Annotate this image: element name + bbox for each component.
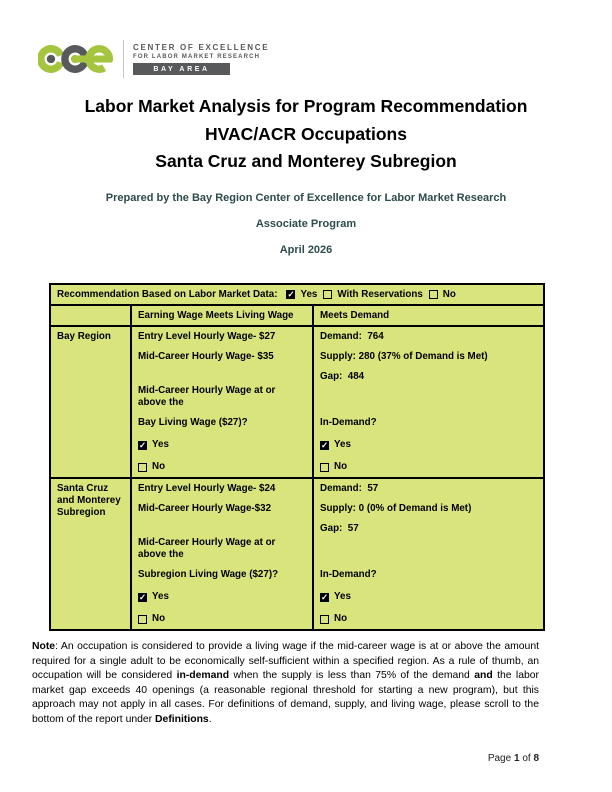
yes-checkbox[interactable] [286,290,295,299]
option-with-reservations [323,289,422,300]
demand-column-header: Meets Demand [313,305,544,326]
logo-c2-dot [71,55,79,63]
bay-wage-no-checkbox[interactable] [138,463,147,472]
sc-in-demand-question: In-Demand? [320,569,377,580]
bay-demand: Demand: 764 [320,331,384,342]
prepared-by-line: Prepared by the Bay Region Center of Excellence for Labor Market Research [105,192,507,204]
bay-gap: Gap: 484 [320,371,365,382]
page-current: 1 [513,753,520,764]
sc-wage-yes-checkbox[interactable] [138,593,147,602]
sc-wage-cell [131,478,313,630]
sc-wage-yes [138,591,306,603]
sc-wage-question-line1: Mid-Career Hourly Wage at or above the [138,537,279,560]
sc-demand-no [320,613,537,625]
table-row-bay-region [50,326,544,478]
coe-logo-svg [38,44,114,74]
sc-demand-yes-checkbox[interactable] [320,593,329,602]
sc-demand: Demand: 57 [320,483,379,494]
labor-market-table [49,283,545,631]
report-title [0,93,612,176]
sc-wage-no-label: No [152,613,166,624]
bay-wage-no [138,461,306,473]
coe-logo-icon [38,44,114,74]
sc-demand-cell [313,478,544,630]
bay-supply: Supply: 280 (37% of Demand is Met) [320,351,488,362]
no-option-label: No [442,289,456,300]
sc-demand-yes-label: Yes [334,591,351,602]
title-line-2: HVAC/ACR Occupations [205,123,407,144]
note-bold-and: and [474,670,493,681]
bay-demand-no-checkbox[interactable] [320,463,329,472]
bay-demand-cell [313,326,544,478]
note-text-1: An occupation is considered to provide a living wage if the mid-career wage is at or above the amount required for a single adult to be economically self-sufficient within a specified region. As a rule of thumb, an occupation will be considered [32,641,540,681]
page-number [0,753,539,764]
yes-option-label: Yes [300,289,318,300]
sc-demand-yes [320,591,537,603]
program-line: Associate Program [255,218,357,230]
bay-wage-no-label: No [152,461,166,472]
bay-area-badge: BAY AREA [133,63,230,75]
header-logo-block [38,40,269,78]
bay-demand-yes-checkbox[interactable] [320,441,329,450]
bay-wage-question-line2: Bay Living Wage ($27)? [138,417,248,428]
sc-mid-wage: Mid-Career Hourly Wage-$32 [138,503,272,514]
recommendation-label: Recommendation Based on Labor Market Data: [57,289,278,300]
page-word: Page [487,753,512,764]
bay-demand-yes-label: Yes [334,439,351,450]
bay-in-demand-question: In-Demand? [320,417,377,428]
note-colon: : [55,641,61,652]
sc-entry-wage: Entry Level Hourly Wage- $24 [138,483,276,494]
bay-demand-no [320,461,537,473]
bay-entry-wage: Entry Level Hourly Wage- $27 [138,331,276,342]
sc-gap: Gap: 57 [320,523,359,534]
note-text-4: . [208,713,212,725]
note-bold-in-demand: in-demand [176,670,230,681]
empty-header-cell [50,305,131,326]
page-total: 8 [533,753,539,764]
bay-demand-yes [320,439,537,451]
logo-divider [123,40,124,78]
bay-mid-wage: Mid-Career Hourly Wage- $35 [138,351,274,362]
sc-wage-question-line2: Subregion Living Wage ($27)? [138,569,279,580]
bay-wage-yes-checkbox[interactable] [138,441,147,450]
bay-wage-question-line1: Mid-Career Hourly Wage at or above the [138,385,279,408]
bay-demand-no-label: No [334,461,348,472]
bay-wage-yes-label: Yes [152,439,169,450]
intro-block [0,193,612,271]
note-paragraph [32,640,539,727]
logo-org-text [133,43,269,75]
title-line-1: Labor Market Analysis for Program Recommendation [84,96,528,116]
option-yes [286,289,317,300]
bay-wage-cell [131,326,313,478]
org-name-line2: FOR LABOR MARKET RESEARCH [133,54,261,60]
note-text-3: the labor market gap exceeds 40 openings (a reasonable regional threshold for starting a new program), but this approach may not apply in all cases. For definitions of demand, supply, and living wage, please scroll to the bottom of the report under [32,670,539,725]
sc-wage-no-checkbox[interactable] [138,615,147,624]
no-checkbox[interactable] [429,290,438,299]
table-row-santa-cruz [50,478,544,630]
of-word: of [522,753,531,764]
note-text-2: when the supply is less than 75% of the demand [229,670,475,681]
note-bold-definitions: Definitions [155,713,209,725]
title-line-3: Santa Cruz and Monterey Subregion [155,151,457,171]
recommendation-row [50,284,544,305]
with-reservations-checkbox[interactable] [323,290,332,299]
note-label: Note [32,641,56,652]
region-name-bay: Bay Region [50,326,131,478]
org-name-line1: CENTER OF EXCELLENCE [133,43,270,52]
wage-column-header: Earning Wage Meets Living Wage [131,305,313,326]
region-name-santa-cruz: Santa Cruz and Monterey Subregion [50,478,131,630]
sc-demand-no-checkbox[interactable] [320,615,329,624]
option-no [429,289,456,300]
date-line: April 2026 [279,244,333,256]
recommendation-cell [50,284,544,305]
bay-wage-yes [138,439,306,451]
sc-wage-yes-label: Yes [152,591,169,602]
column-header-row [50,305,544,326]
sc-demand-no-label: No [334,613,348,624]
sc-wage-no [138,613,306,625]
logo-c1-dot [47,55,55,63]
sc-supply: Supply: 0 (0% of Demand is Met) [320,503,472,514]
with-reservations-option-label: With Reservations [337,289,423,300]
